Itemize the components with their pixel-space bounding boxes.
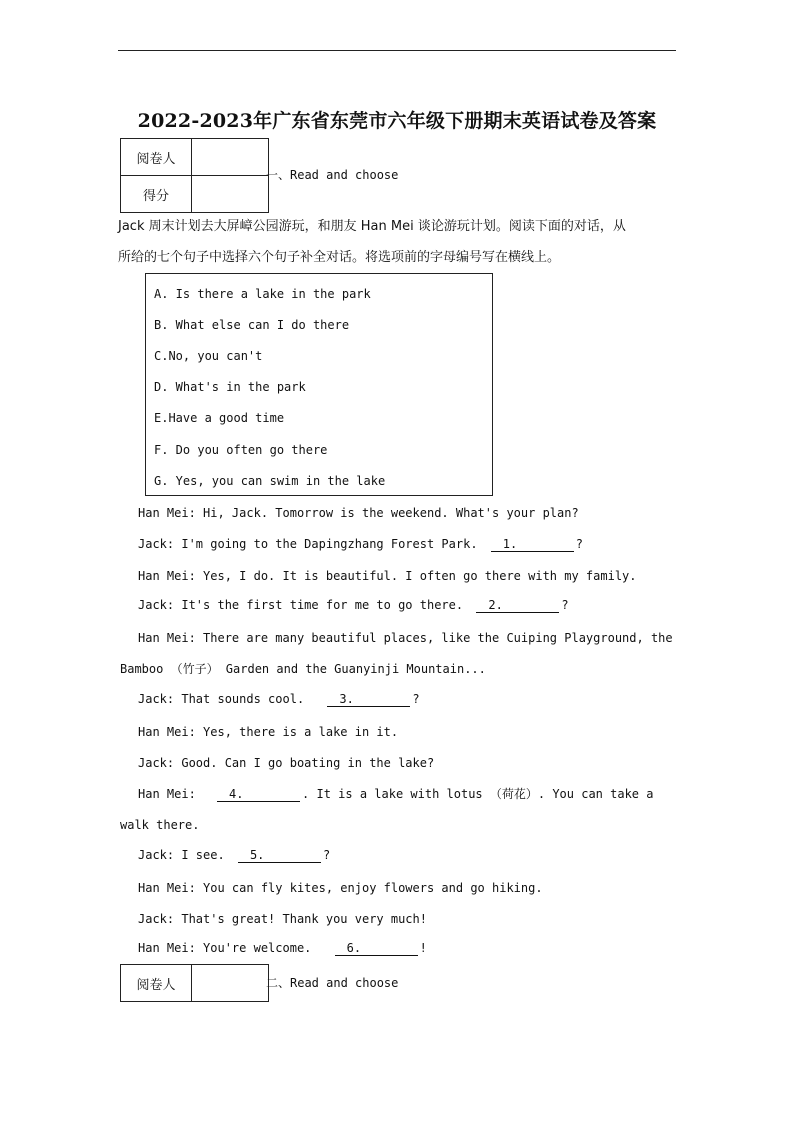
dialogue-line: walk there. [120, 818, 200, 832]
dialogue-end: ? [561, 598, 569, 612]
answer-blank-5[interactable]: 5. [238, 848, 321, 863]
option-f: F. Do you often go there [154, 443, 328, 457]
dialogue-line: Han Mei: Yes, there is a lake in it. [138, 725, 399, 739]
dialogue-line: Han Mei: There are many beautiful places, like the Cuiping Playground, the [138, 631, 673, 645]
dialogue-end: ? [575, 537, 584, 551]
dialogue-line: Jack: Good. Can I go boating in the lake? [138, 756, 435, 770]
score-blank-cell[interactable] [192, 176, 269, 213]
grader-blank-cell[interactable] [192, 965, 269, 1002]
section-1-heading: 一、Read and choose [266, 168, 399, 182]
dialogue-line [138, 941, 427, 956]
dialogue-text: Han Mei: You're welcome. [138, 941, 312, 955]
dialogue-text: Jack: It's the first time for me to go there. [138, 598, 464, 612]
answer-blank-1[interactable]: 1. [491, 537, 574, 552]
dialogue-end: . It is a lake with lotus （荷花）. You can take a [302, 787, 654, 801]
dialogue-text: Jack: That sounds cool. [138, 692, 305, 706]
option-e: E.Have a good time [154, 411, 285, 425]
answer-blank-2[interactable]: 2. [476, 598, 559, 613]
dialogue-line [138, 537, 583, 552]
dialogue-end: ? [322, 848, 331, 862]
option-b: B. What else can I do there [154, 318, 350, 332]
grader-blank-cell[interactable] [192, 139, 269, 176]
dialogue-text: Jack: I see. [138, 848, 225, 862]
dialogue-line [138, 848, 330, 863]
dialogue-line: Jack: That's great! Thank you very much! [138, 912, 427, 926]
dialogue-line: Bamboo （竹子） Garden and the Guanyinji Mountain... [120, 662, 486, 676]
dialogue-text: Jack: I'm going to the Dapingzhang Forest Park. [138, 537, 478, 551]
score-label: 得分 [121, 176, 192, 213]
answer-blank-4[interactable]: 4. [217, 787, 300, 802]
page-title: 2022-2023年广东省东莞市六年级下册期末英语试卷及答案 [137, 110, 657, 132]
dialogue-text: Han Mei: [138, 787, 196, 801]
option-d: D. What's in the park [154, 380, 306, 394]
dialogue-line [138, 692, 420, 707]
answer-blank-6[interactable]: 6. [335, 941, 418, 956]
instruction-line-2: 所给的七个句子中选择六个句子补全对话。将选项前的字母编号写在横线上。 [118, 250, 561, 265]
dialogue-line: Han Mei: Hi, Jack. Tomorrow is the weekend. What's your plan? [138, 506, 579, 520]
dialogue-end: ! [419, 941, 427, 955]
instruction-line-1: Jack 周末计划去大屏嶂公园游玩，和朋友 Han Mei 谈论游玩计划。阅读下面的对话，从 [118, 219, 626, 234]
dialogue-line [138, 598, 569, 613]
grader-label: 阅卷人 [121, 965, 192, 1002]
section-2-heading: 二、Read and choose [266, 976, 399, 990]
dialogue-line: Han Mei: Yes, I do. It is beautiful. I often go there with my family. [138, 569, 637, 583]
dialogue-line [138, 785, 653, 802]
option-c: C.No, you can't [154, 349, 263, 363]
grader-table [120, 138, 269, 213]
grader-label: 阅卷人 [121, 139, 192, 176]
option-a: A. Is there a lake in the park [154, 287, 371, 301]
dialogue-end: ? [412, 692, 420, 706]
answer-blank-3[interactable]: 3. [327, 692, 410, 707]
options-box [145, 273, 493, 496]
dialogue-line: Han Mei: You can fly kites, enjoy flowers and go hiking. [138, 881, 543, 895]
option-g: G. Yes, you can swim in the lake [154, 474, 386, 488]
header-rule [118, 50, 676, 51]
grader-table-2 [120, 964, 269, 1002]
